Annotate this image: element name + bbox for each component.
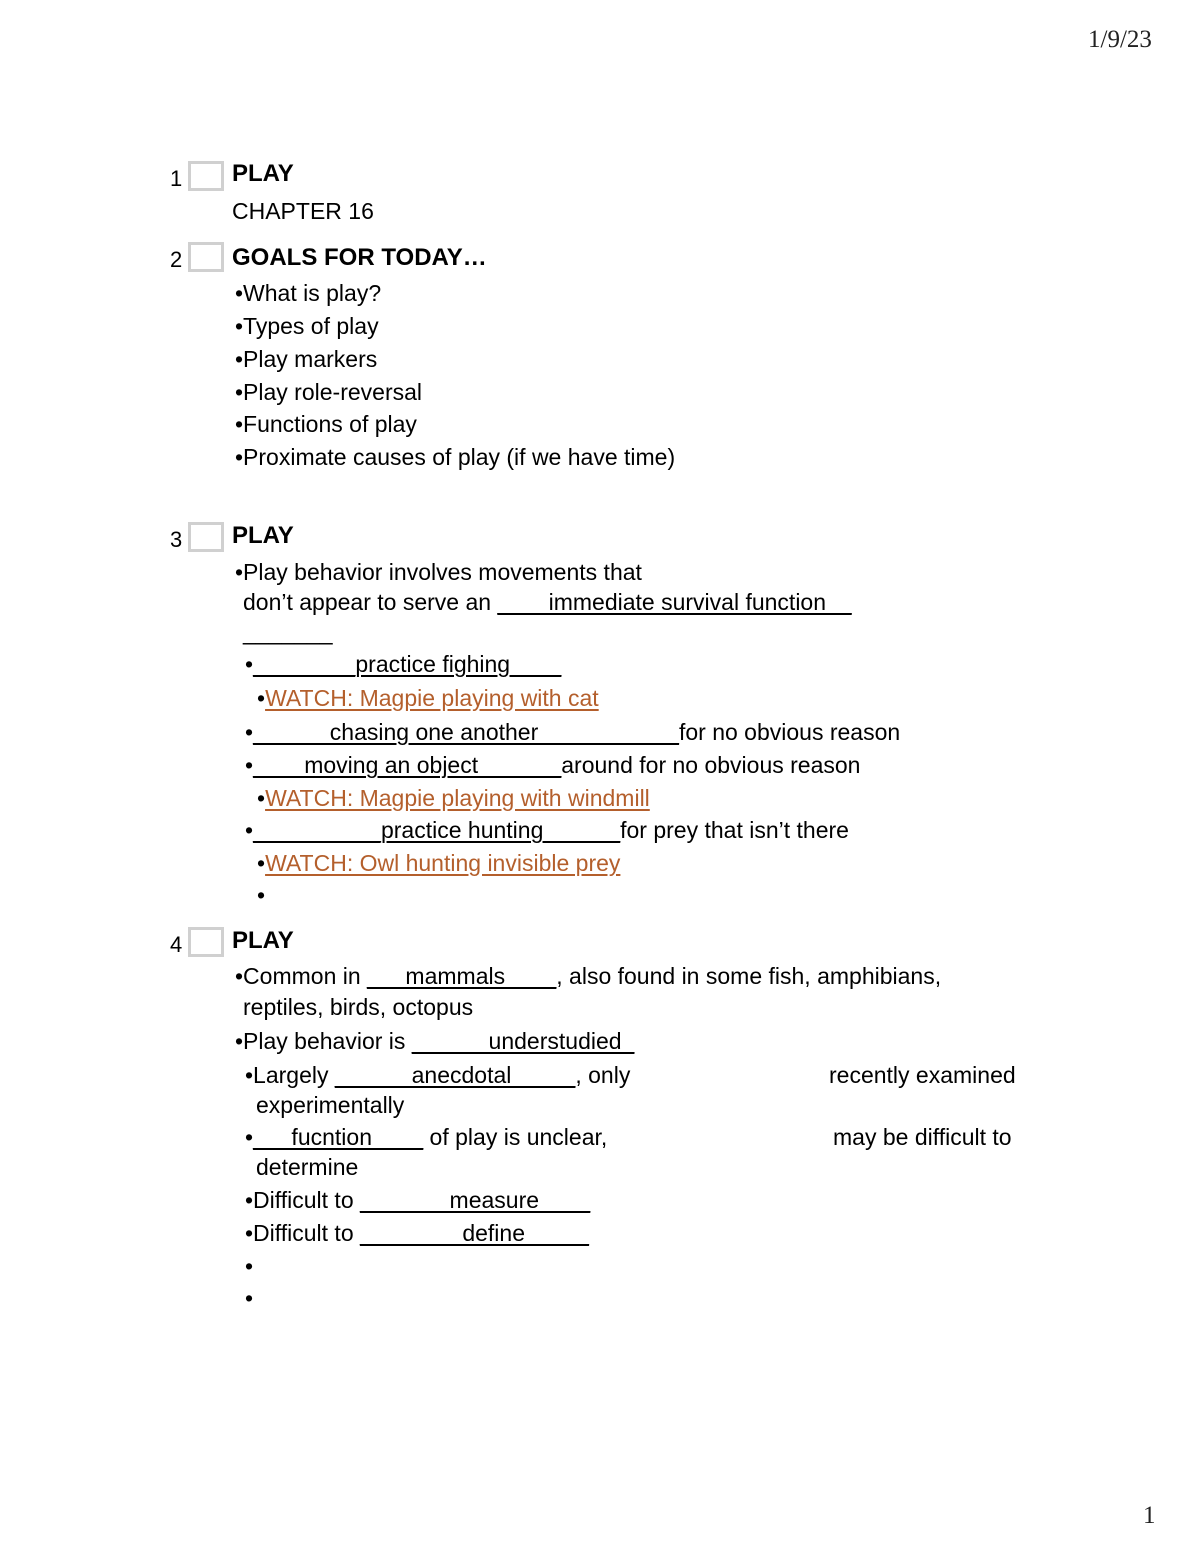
fill-in-blank: ______understudied_ — [411, 1028, 635, 1054]
fill-in-blank: _______ — [243, 619, 333, 645]
watch-magpie-windmill-link[interactable]: WATCH: Magpie playing with windmill — [265, 785, 650, 811]
text-run: •Largely — [245, 1062, 335, 1088]
fill-in-blank: __________practice hunting______ — [253, 817, 621, 843]
slide-subtitle: CHAPTER 16 — [232, 198, 374, 224]
list-item — [245, 752, 860, 779]
text-run: , also found in some fish, amphibians, — [556, 963, 942, 989]
slide-thumbnail-box — [188, 522, 224, 552]
text-run: may be difficult to — [833, 1124, 1012, 1150]
slide-number: 2 — [170, 247, 183, 272]
fill-in-blank: _______measure____ — [360, 1187, 591, 1213]
list-item — [257, 685, 599, 712]
slide-thumbnail-box — [188, 927, 224, 957]
text-run: , only — [575, 1062, 631, 1088]
slide-title: GOALS FOR TODAY… — [232, 244, 487, 271]
body-text: •Play behavior involves movements that — [235, 559, 642, 585]
slide-number: 4 — [170, 932, 183, 957]
text-run: around for no obvious reason — [561, 752, 861, 778]
text-run: don’t appear to serve an — [243, 589, 498, 615]
list-item — [245, 1187, 590, 1214]
list-item: •Functions of play — [235, 411, 417, 437]
text-run: for prey that isn’t there — [620, 817, 849, 843]
list-item — [245, 1124, 607, 1151]
bullet: • — [245, 752, 254, 778]
slide-title: PLAY — [232, 927, 294, 954]
slide-number: 3 — [170, 527, 183, 552]
body-text: reptiles, birds, octopus — [243, 994, 474, 1020]
fill-in-blank: ___mammals____ — [367, 963, 557, 989]
text-run: •Difficult to — [245, 1187, 360, 1213]
list-item: •Play markers — [235, 346, 378, 372]
slide-thumbnail-box — [188, 161, 224, 191]
list-item — [245, 1062, 630, 1089]
bullet: • — [257, 850, 266, 876]
list-item — [257, 850, 620, 877]
bullet: • — [245, 1124, 254, 1150]
fill-in-blank: ________define_____ — [360, 1220, 589, 1246]
empty-bullet: • — [245, 1285, 254, 1311]
slide-number: 1 — [170, 166, 183, 191]
watch-owl-link[interactable]: WATCH: Owl hunting invisible prey — [265, 850, 621, 876]
list-item — [245, 1220, 589, 1247]
fill-in-blank: ____immediate survival function__ — [497, 589, 852, 615]
page-number: 1 — [1143, 1502, 1156, 1529]
fill-in-blank: ________practice fighing____ — [253, 651, 562, 677]
text-run: for no obvious reason — [678, 719, 901, 745]
list-item — [245, 817, 849, 844]
list-item — [245, 719, 900, 746]
text-run: of play is unclear, — [423, 1124, 608, 1150]
text-run: •Play behavior is — [235, 1028, 412, 1054]
slide-thumbnail-box — [188, 242, 224, 272]
slide-title: PLAY — [232, 522, 294, 549]
date-label: 1/9/23 — [1088, 26, 1152, 53]
bullet: • — [257, 685, 266, 711]
fill-in-blank: ____moving an object ______ — [253, 752, 562, 778]
body-text: experimentally — [256, 1092, 405, 1118]
body-text: determine — [256, 1154, 359, 1180]
bullet: • — [257, 785, 266, 811]
list-item: •What is play? — [235, 280, 382, 306]
fill-in-blank: ______anecdotal_____ — [334, 1062, 576, 1088]
text-run: •Difficult to — [245, 1220, 360, 1246]
fill-in-blank: ______chasing one another___________ — [253, 719, 679, 745]
text-run: recently examined — [829, 1062, 1016, 1088]
body-text — [235, 1028, 634, 1055]
list-item — [245, 651, 561, 678]
bullet: • — [245, 817, 254, 843]
body-text — [235, 963, 941, 990]
list-item: •Types of play — [235, 313, 379, 339]
slide-title: PLAY — [232, 160, 294, 187]
empty-bullet: • — [245, 1253, 254, 1279]
text-run: •Common in — [235, 963, 368, 989]
watch-magpie-cat-link[interactable]: WATCH: Magpie playing with cat — [265, 685, 599, 711]
bullet: • — [245, 651, 254, 677]
list-item: •Proximate causes of play (if we have time) — [235, 444, 676, 470]
body-text — [243, 589, 852, 616]
bullet: • — [245, 719, 254, 745]
list-item: •Play role-reversal — [235, 379, 422, 405]
empty-bullet: • — [257, 882, 266, 908]
fill-in-blank: ___fucntion____ — [253, 1124, 424, 1150]
list-item — [257, 785, 650, 812]
